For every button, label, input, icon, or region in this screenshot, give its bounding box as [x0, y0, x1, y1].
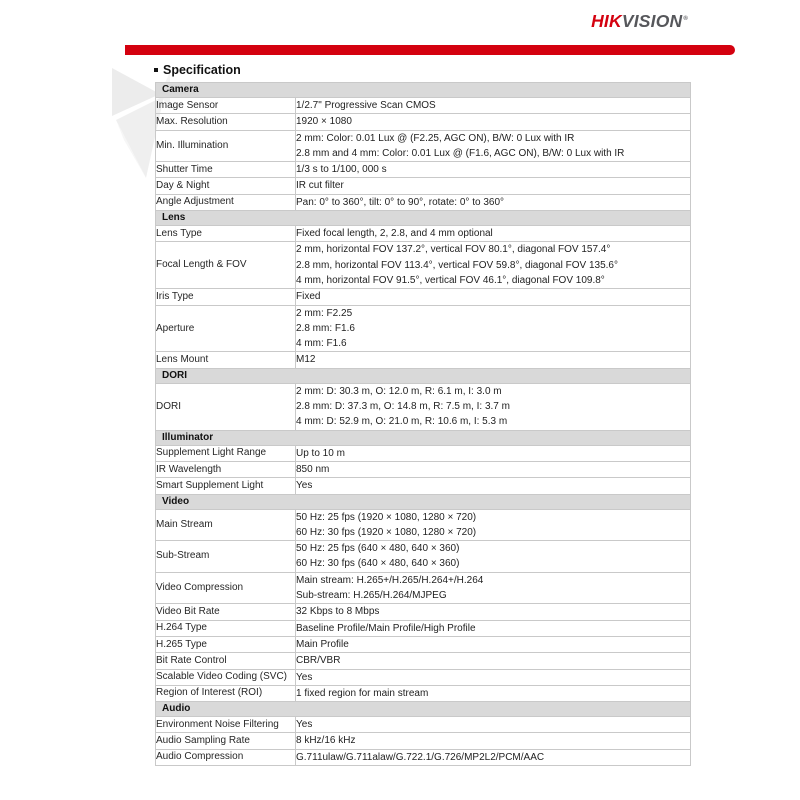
- spec-row: [156, 733, 691, 749]
- spec-value: [296, 352, 691, 368]
- spec-value-line: Pan: 0° to 360°, tilt: 0° to 90°, rotate: 0° to 360°: [296, 196, 505, 208]
- spec-heading: [154, 63, 241, 77]
- spec-row: [156, 130, 691, 162]
- spec-value-line: 1/2.7" Progressive Scan CMOS: [296, 100, 436, 111]
- spec-label: H.265 Type: [156, 636, 296, 652]
- section-header: Video: [156, 494, 691, 509]
- spec-value: [296, 305, 691, 352]
- spec-value-line: Baseline Profile/Main Profile/High Profile: [296, 622, 476, 634]
- spec-value: [296, 620, 691, 636]
- section-row: [156, 368, 691, 383]
- bullet-icon: [154, 68, 158, 72]
- spec-row: [156, 98, 691, 114]
- spec-label: Scalable Video Coding (SVC): [156, 669, 296, 685]
- spec-row: [156, 478, 691, 494]
- spec-value: [296, 383, 691, 430]
- spec-value-line: 8 kHz/16 kHz: [296, 735, 356, 747]
- section-row: [156, 83, 691, 98]
- spec-label: Main Stream: [156, 509, 296, 541]
- spec-value-line: 2.8 mm: D: 37.3 m, O: 14.8 m, R: 7.5 m, I: 3.7 m: [296, 401, 510, 413]
- spec-value-line: IR cut filter: [296, 180, 344, 192]
- spec-row: [156, 383, 691, 430]
- spec-value-line: Main stream: H.265+/H.265/H.264+/H.264: [296, 574, 484, 586]
- spec-label: DORI: [156, 383, 296, 430]
- spec-value-line: G.711ulaw/G.711alaw/G.722.1/G.726/MP2L2/PCM/AAC: [296, 751, 545, 763]
- registered-mark-icon: ®: [683, 16, 688, 23]
- section-row: [156, 211, 691, 226]
- section-header: DORI: [156, 368, 691, 383]
- spec-value-line: 32 Kbps to 8 Mbps: [296, 606, 380, 618]
- spec-value: [296, 636, 691, 652]
- spec-value-line: Yes: [296, 480, 313, 492]
- hikvision-logo: [591, 11, 688, 32]
- spec-label: Max. Resolution: [156, 114, 296, 130]
- section-header: Lens: [156, 211, 691, 226]
- brand-hik: HIK: [591, 11, 622, 31]
- spec-value-line: 1 fixed region for main stream: [296, 687, 429, 699]
- spec-value: [296, 478, 691, 494]
- spec-label: Region of Interest (ROI): [156, 685, 296, 701]
- spec-label: Environment Noise Filtering: [156, 717, 296, 733]
- spec-row: [156, 162, 691, 178]
- spec-value: [296, 114, 691, 130]
- spec-value: [296, 242, 691, 289]
- spec-value: [296, 669, 691, 685]
- spec-value-line: 50 Hz: 25 fps (1920 × 1080, 1280 × 720): [296, 511, 477, 523]
- spec-value-line: 2.8 mm: F1.6: [296, 322, 355, 334]
- spec-row: [156, 226, 691, 242]
- spec-label: IR Wavelength: [156, 461, 296, 477]
- spec-row: [156, 194, 691, 210]
- spec-label: Bit Rate Control: [156, 653, 296, 669]
- spec-value: [296, 685, 691, 701]
- section-header: Illuminator: [156, 430, 691, 445]
- spec-value-line: 60 Hz: 30 fps (640 × 480, 640 × 360): [296, 558, 460, 570]
- spec-value-line: 850 nm: [296, 463, 330, 475]
- spec-value-line: 2 mm: F2.25: [296, 307, 353, 319]
- spec-row: [156, 242, 691, 289]
- spec-row: [156, 509, 691, 541]
- spec-value-line: 4 mm, horizontal FOV 91.5°, vertical FOV 46.1°, diagonal FOV 109.8°: [296, 274, 605, 286]
- spec-label: Supplement Light Range: [156, 445, 296, 461]
- spec-value: [296, 289, 691, 305]
- spec-value: [296, 733, 691, 749]
- spec-value: [296, 178, 691, 194]
- spec-label: Lens Type: [156, 226, 296, 242]
- spec-value-line: Yes: [296, 719, 313, 731]
- section-header: Camera: [156, 83, 691, 98]
- spec-value-line: 1/3 s to 1/100, 000 s: [296, 164, 387, 176]
- spec-label: Audio Compression: [156, 749, 296, 765]
- spec-row: [156, 653, 691, 669]
- spec-value: [296, 572, 691, 604]
- spec-row: [156, 541, 691, 573]
- spec-row: [156, 717, 691, 733]
- spec-row: [156, 445, 691, 461]
- spec-row: [156, 604, 691, 620]
- spec-label: Aperture: [156, 305, 296, 352]
- spec-label: Smart Supplement Light: [156, 478, 296, 494]
- spec-value-line: 2.8 mm, horizontal FOV 113.4°, vertical FOV 59.8°, diagonal FOV 135.6°: [296, 259, 618, 271]
- spec-value-line: Main Profile: [296, 638, 349, 650]
- spec-row: [156, 289, 691, 305]
- spec-value: [296, 541, 691, 573]
- spec-label: H.264 Type: [156, 620, 296, 636]
- spec-label: Audio Sampling Rate: [156, 733, 296, 749]
- spec-row: [156, 352, 691, 368]
- spec-label: Video Compression: [156, 572, 296, 604]
- section-row: [156, 430, 691, 445]
- spec-value: [296, 509, 691, 541]
- section-row: [156, 702, 691, 717]
- spec-value-line: CBR/VBR: [296, 655, 341, 667]
- spec-value-line: 2.8 mm and 4 mm: Color: 0.01 Lux @ (F1.6, AGC ON), B/W: 0 Lux with IR: [296, 147, 625, 159]
- spec-value-line: Sub-stream: H.265/H.264/MJPEG: [296, 590, 447, 602]
- spec-value-line: M12: [296, 354, 316, 366]
- brand-vision: VISION: [621, 11, 683, 31]
- spec-value-line: 60 Hz: 30 fps (1920 × 1080, 1280 × 720): [296, 526, 477, 538]
- spec-heading-text: Specification: [163, 63, 241, 77]
- section-row: [156, 494, 691, 509]
- spec-label: Shutter Time: [156, 162, 296, 178]
- spec-table: [155, 82, 691, 766]
- spec-value: [296, 226, 691, 242]
- spec-label: Iris Type: [156, 289, 296, 305]
- spec-label: Angle Adjustment: [156, 194, 296, 210]
- spec-value-line: 1920 × 1080: [296, 116, 352, 128]
- spec-value: [296, 653, 691, 669]
- spec-row: [156, 114, 691, 130]
- spec-label: Sub-Stream: [156, 541, 296, 573]
- spec-label: Focal Length & FOV: [156, 242, 296, 289]
- spec-row: [156, 305, 691, 352]
- spec-value-line: 2 mm: Color: 0.01 Lux @ (F2.25, AGC ON), B/W: 0 Lux with IR: [296, 132, 575, 144]
- spec-label: Image Sensor: [156, 98, 296, 114]
- spec-value: [296, 461, 691, 477]
- spec-row: [156, 461, 691, 477]
- spec-value: [296, 445, 691, 461]
- spec-value-line: Fixed focal length, 2, 2.8, and 4 mm optional: [296, 228, 493, 240]
- spec-label: Video Bit Rate: [156, 604, 296, 620]
- red-divider-bar: [125, 45, 735, 55]
- spec-label: Min. Illumination: [156, 130, 296, 162]
- spec-row: [156, 685, 691, 701]
- section-header: Audio: [156, 702, 691, 717]
- spec-value: [296, 604, 691, 620]
- spec-value: [296, 130, 691, 162]
- spec-value: [296, 717, 691, 733]
- spec-value-line: 4 mm: F1.6: [296, 338, 347, 350]
- spec-value-line: 2 mm: D: 30.3 m, O: 12.0 m, R: 6.1 m, I: 3.0 m: [296, 385, 502, 397]
- spec-value-line: 2 mm, horizontal FOV 137.2°, vertical FOV 80.1°, diagonal FOV 157.4°: [296, 244, 611, 256]
- spec-value-line: 50 Hz: 25 fps (640 × 480, 640 × 360): [296, 543, 460, 555]
- spec-row: [156, 572, 691, 604]
- spec-row: [156, 636, 691, 652]
- spec-value-line: Fixed: [296, 291, 321, 303]
- spec-row: [156, 669, 691, 685]
- spec-row: [156, 620, 691, 636]
- spec-row: [156, 749, 691, 765]
- spec-value: [296, 162, 691, 178]
- spec-label: Day & Night: [156, 178, 296, 194]
- spec-value-line: Yes: [296, 671, 313, 683]
- spec-value: [296, 98, 691, 114]
- spec-row: [156, 178, 691, 194]
- spec-value-line: Up to 10 m: [296, 447, 345, 459]
- spec-value: [296, 749, 691, 765]
- spec-value: [296, 194, 691, 210]
- spec-value-line: 4 mm: D: 52.9 m, O: 21.0 m, R: 10.6 m, I: 5.3 m: [296, 416, 508, 428]
- spec-label: Lens Mount: [156, 352, 296, 368]
